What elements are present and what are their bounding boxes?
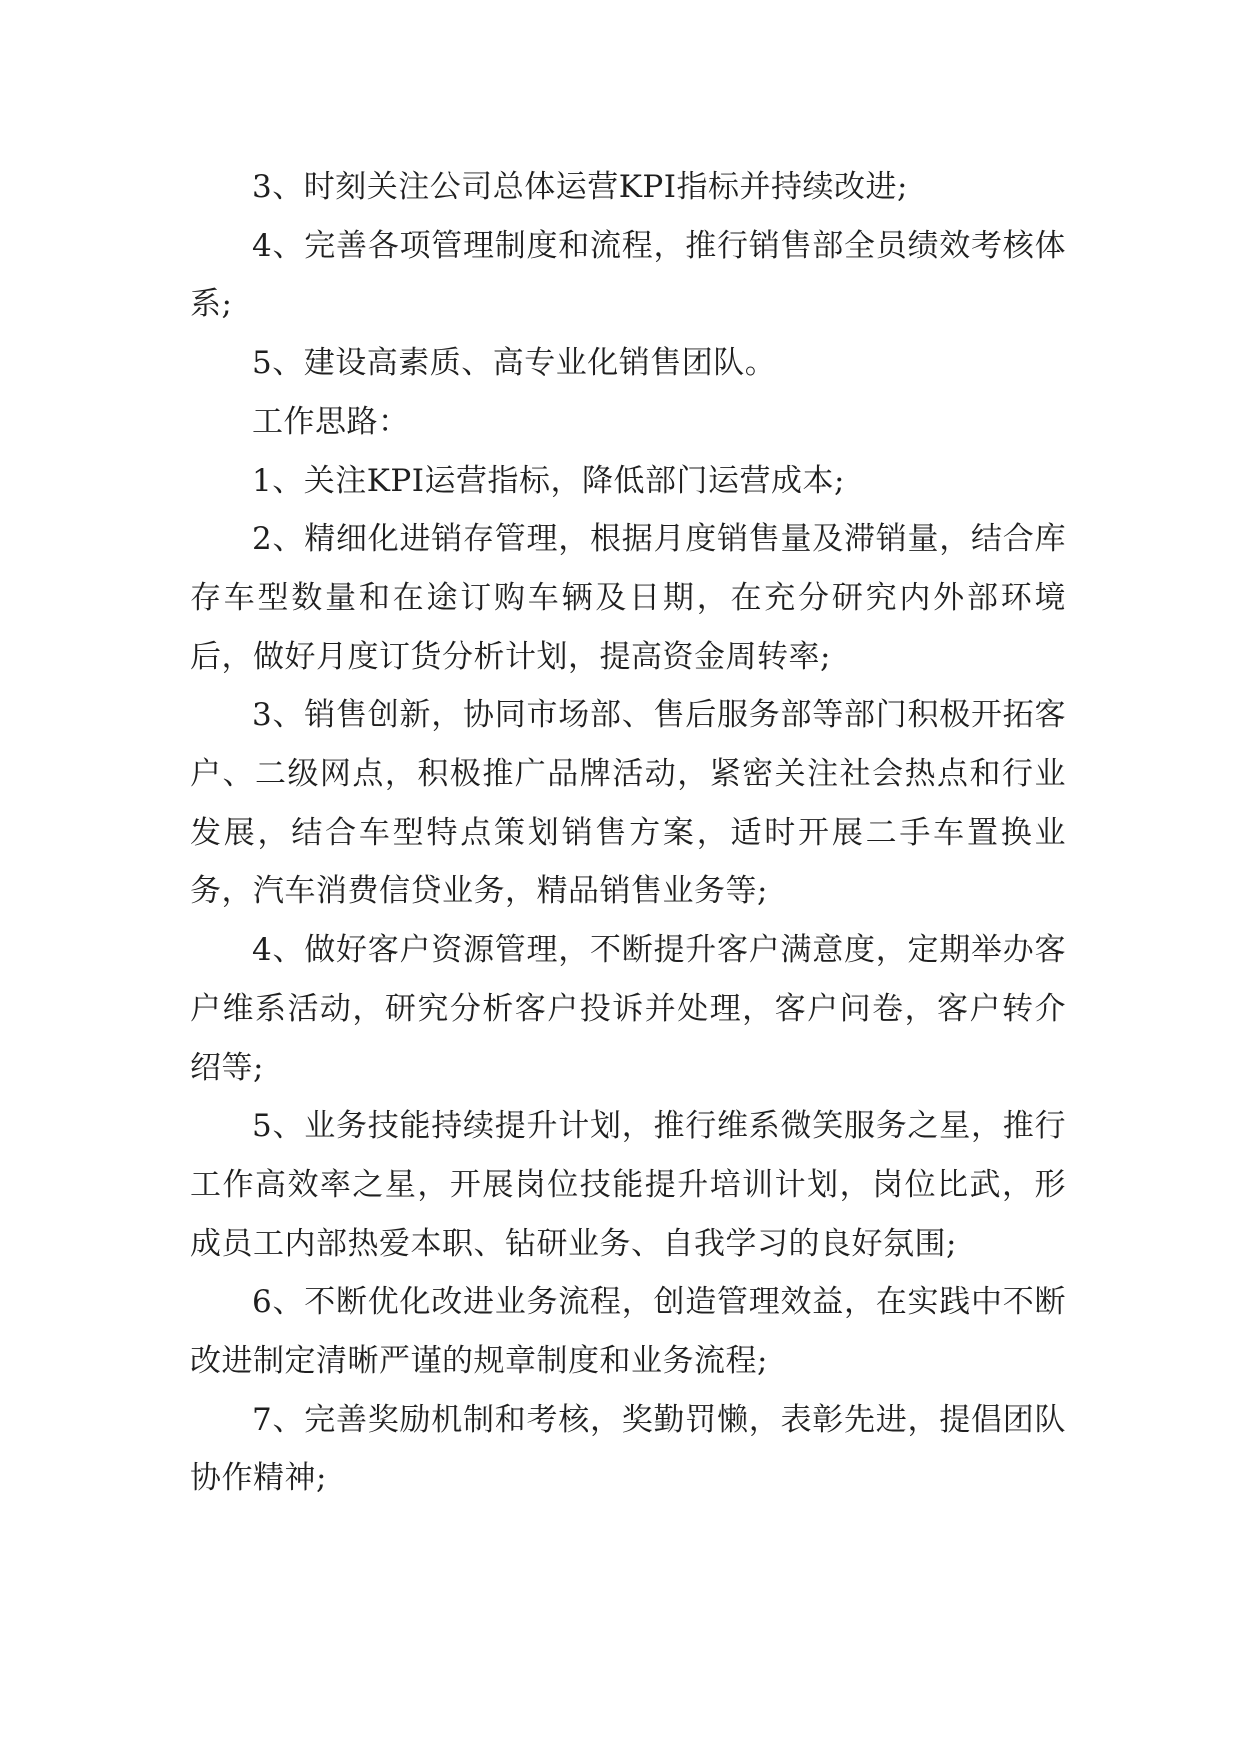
approach-item-7: 7、完善奖励机制和考核，奖勤罚懒，表彰先进，提倡团队协作精神; <box>190 1401 1066 1497</box>
goal-item-3: 3、时刻关注公司总体运营KPI指标并持续改进; <box>252 169 908 205</box>
goal-item-5: 5、建设高素质、高专业化销售团队。 <box>252 345 777 382</box>
approach-item-5: 5、业务技能持续提升计划，推行维系微笑服务之星，推行工作高效率之星，开展岗位技能提升培训计划，岗位比武，形成员工内部热爱本职、钻研业务、自我学习的良好氛围; <box>190 1108 1066 1262</box>
approach-item-1: 1、关注KPI运营指标，降低部门运营成本; <box>252 462 845 499</box>
approach-item-6: 6、不断优化改进业务流程，创造管理效益，在实践中不断改进制定清晰严谨的规章制度和业务流程; <box>190 1284 1066 1380</box>
approach-item-2: 2、精细化进销存管理，根据月度销售量及滞销量，结合库存车型数量和在途订购车辆及日期，在充分研究内外部环境后，做好月度订货分析计划，提高资金周转率; <box>190 521 1066 675</box>
goal-item-4: 4、完善各项管理制度和流程，推行销售部全员绩效考核体系; <box>190 227 1066 323</box>
approach-item-4: 4、做好客户资源管理，不断提升客户满意度，定期举办客户维系活动，研究分析客户投诉并处理，客户问卷，客户转介绍等; <box>190 932 1066 1086</box>
approach-item-3: 3、销售创新，协同市场部、售后服务部等部门积极开拓客户、二级网点，积极推广品牌活动，紧密关注社会热点和行业发展，结合车型特点策划销售方案，适时开展二手车置换业务，汽车消费信贷业务，精品销售业务等; <box>190 697 1066 910</box>
document-body <box>190 158 1066 1508</box>
section-heading-work-approach: 工作思路： <box>252 403 410 440</box>
